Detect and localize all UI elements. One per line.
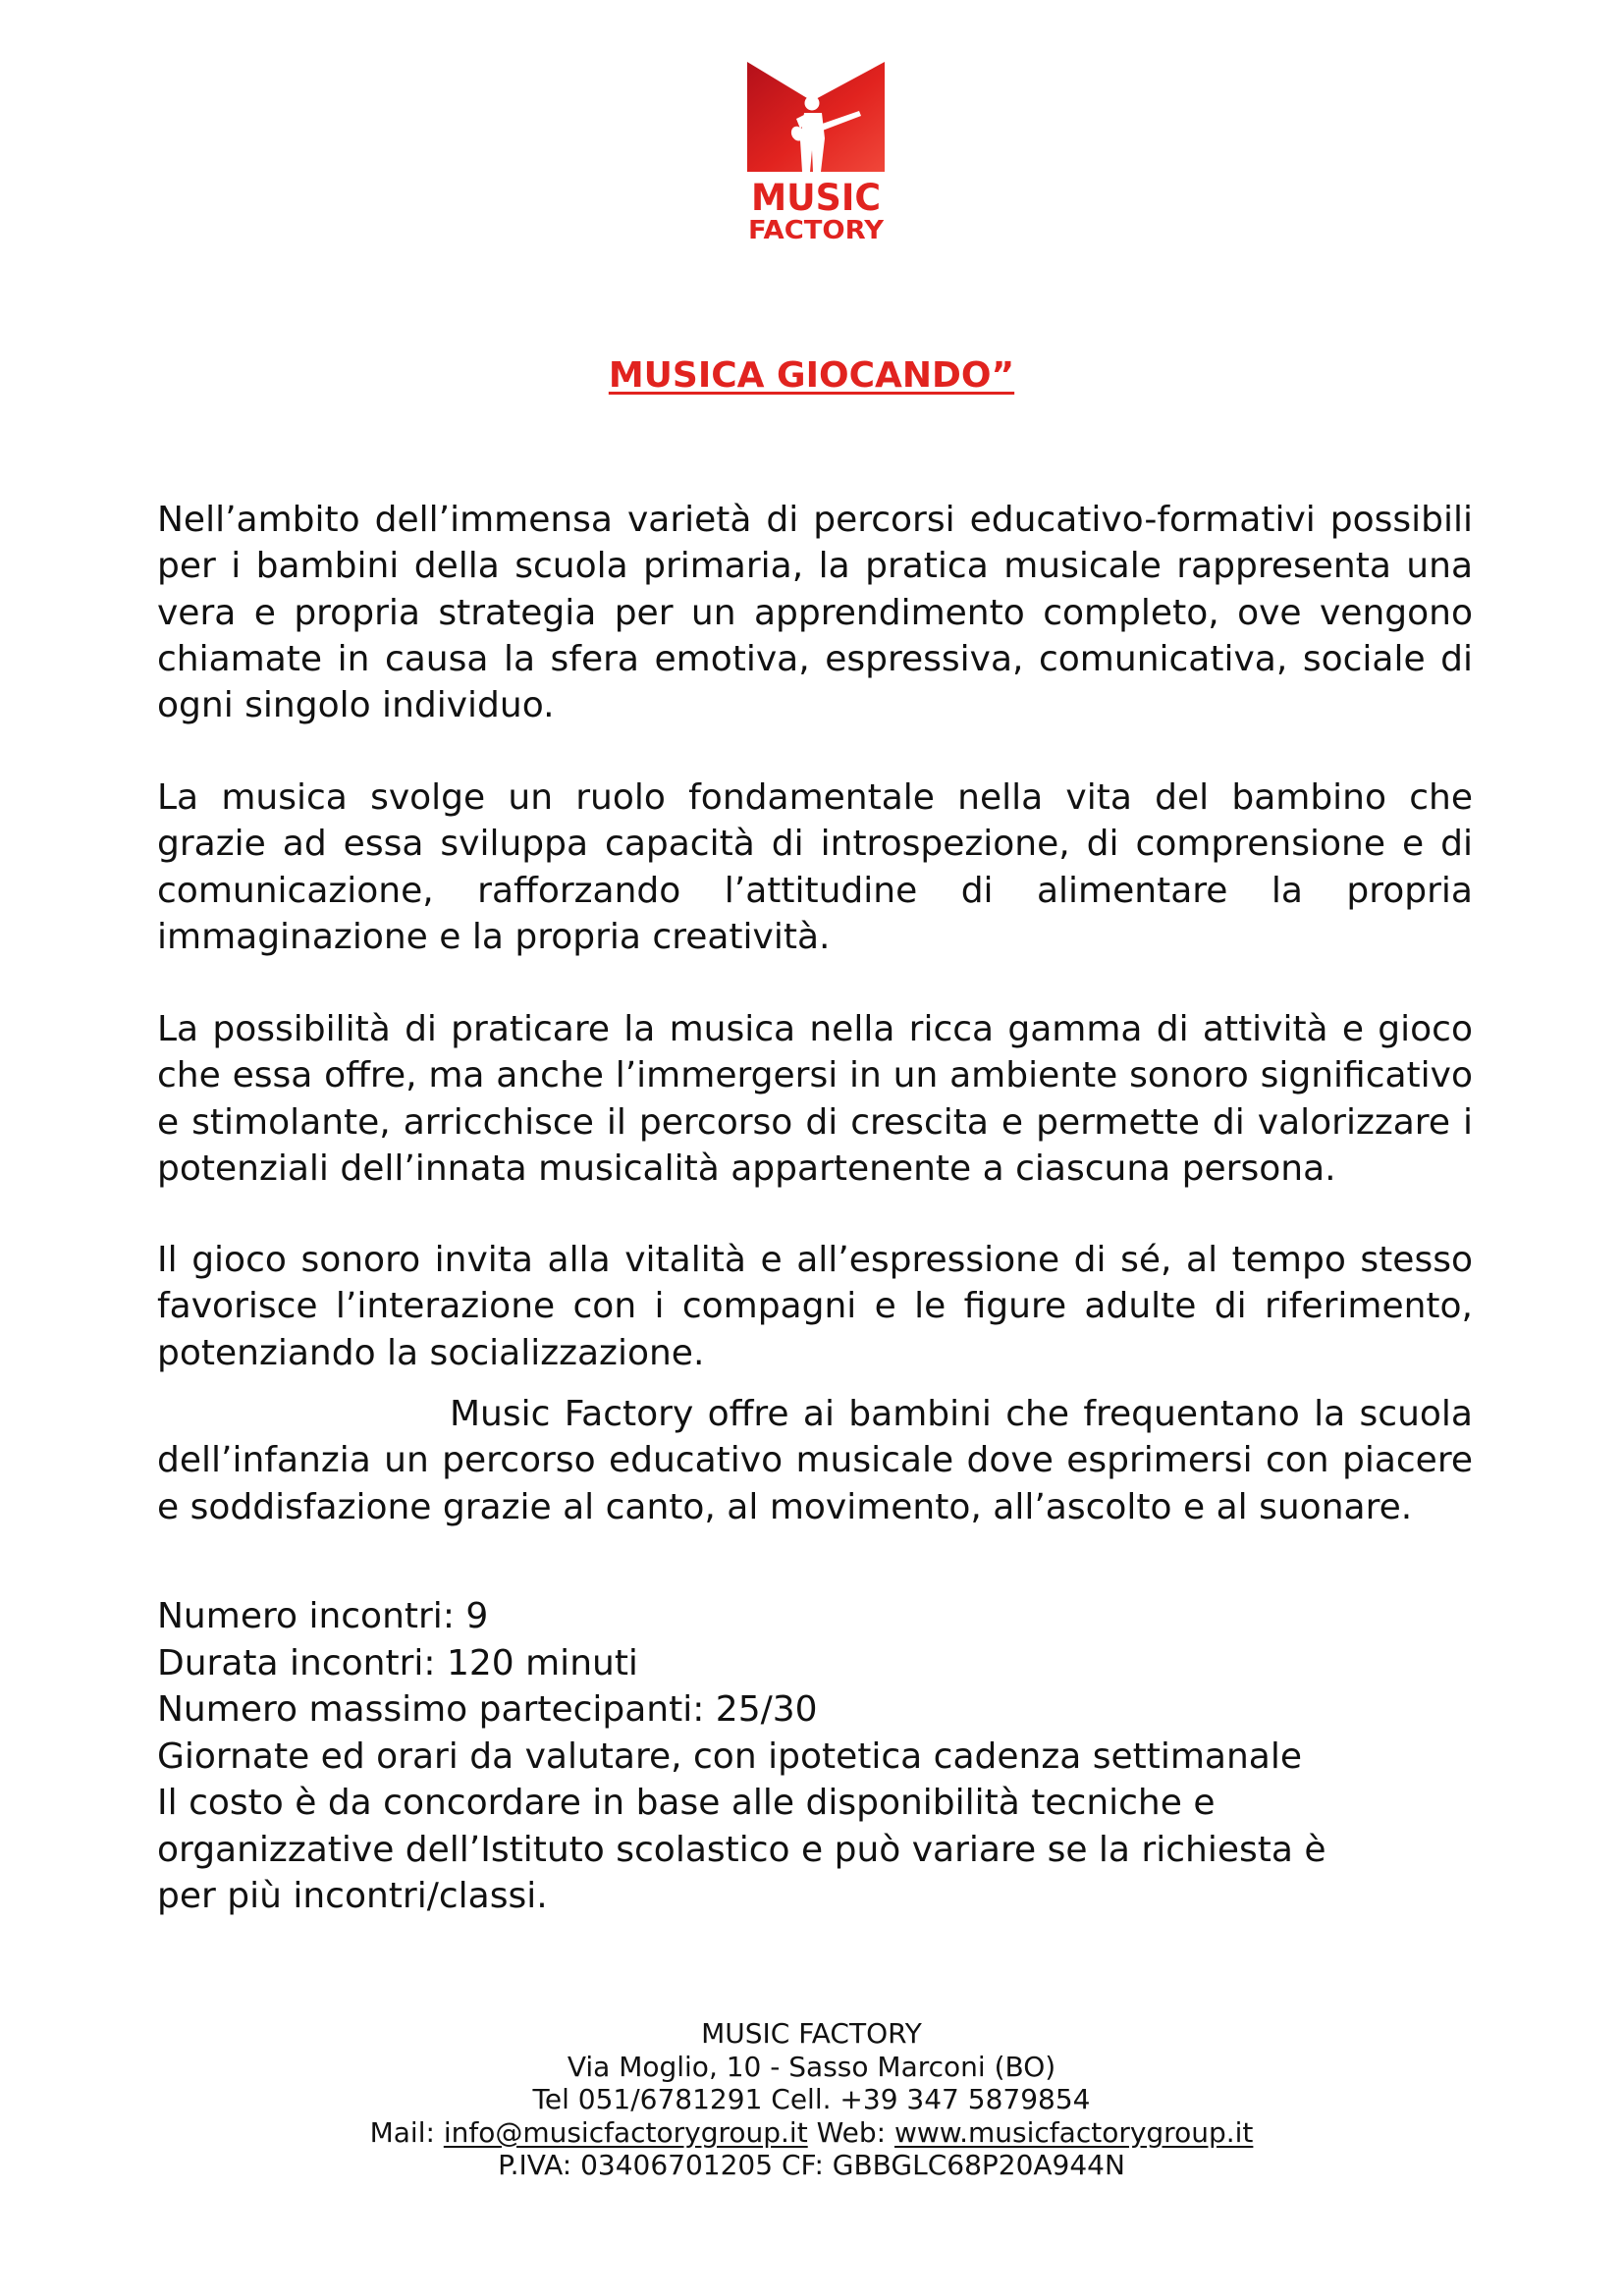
document-title: MUSICA GIOCANDO”	[608, 355, 1015, 396]
footer-phone: Tel 051/6781291 Cell. +39 347 5879854	[532, 2083, 1091, 2115]
detail-cost-line-1: Il costo è da concordare in base alle disponibilità tecniche e	[157, 1783, 1216, 1823]
music-factory-logo	[743, 62, 889, 246]
detail-cost-line-3: per più incontri/classi.	[157, 1876, 548, 1916]
detail-schedule: Giornate ed orari da valutare, con ipotetica cadenza settimanale	[157, 1735, 1303, 1777]
course-details	[157, 1593, 1492, 1920]
logo-text-factory: FACTORY	[748, 216, 886, 245]
footer-mail-label: Mail:	[369, 2115, 444, 2149]
logo-text-music: MUSIC	[751, 177, 881, 219]
detail-cost-line-2: organizzative dell’Istituto scolastico e può variare se la richiesta è	[157, 1829, 1326, 1870]
footer-company: MUSIC FACTORY	[701, 2017, 922, 2050]
footer-contacts	[0, 2116, 1623, 2150]
footer-web-label: Web:	[807, 2115, 894, 2149]
footer-tax-info: P.IVA: 03406701205 CF: GBBGLC68P20A944N	[498, 2149, 1125, 2181]
footer	[0, 2017, 1623, 2182]
footer-address: Via Moglio, 10 - Sasso Marconi (BO)	[567, 2050, 1056, 2083]
paragraph-intro: Nell’ambito dell’immensa varietà di percorsi educativo-formativi possibili per i bambini della scuola primaria, la pratica musicale rappresenta una vera e propria strategia per un apprendimento completo, ove vengono chiamate in causa la sfera emotiva, espressiva, comunicativa, sociale di ogni singolo individuo.	[157, 500, 1473, 726]
detail-meeting-duration: Durata incontri: 120 minuti	[157, 1642, 638, 1683]
footer-web-link[interactable]: www.musicfactorygroup.it	[893, 2115, 1254, 2149]
footer-mail-link[interactable]: info@musicfactorygroup.it	[443, 2115, 808, 2149]
paragraph-offer: Music Factory offre ai bambini che frequentano la scuola dell’infanzia un percorso educativo musicale dove esprimersi con piacere e soddisfazione grazie al canto, al movimento, all’ascolto e al suonare.	[157, 1394, 1473, 1527]
paragraph-possibility: La possibilità di praticare la musica nella ricca gamma di attività e gioco che essa offre, ma anche l’immergersi in un ambiente sonoro significativo e stimolante, arricchisce il percorso di crescita e permette di valorizzare i potenziali dell’innata musicalità appartenente a ciascuna persona.	[157, 1009, 1473, 1189]
detail-max-participants: Numero massimo partecipanti: 25/30	[157, 1689, 818, 1730]
paragraph-role-of-music: La musica svolge un ruolo fondamentale nella vita del bambino che grazie ad essa sviluppa capacità di introspezione, di comprensione e di comunicazione, rafforzando l’attitudine di alimentare la propria immaginazione e la propria creatività.	[157, 777, 1473, 957]
detail-meetings-count: Numero incontri: 9	[157, 1596, 489, 1636]
paragraph-sound-play: Il gioco sonoro invita alla vitalità e all’espressione di sé, al tempo stesso favorisce l’interazione con i compagni e le figure adulte di riferimento, potenziando la socializzazione.	[157, 1240, 1473, 1373]
